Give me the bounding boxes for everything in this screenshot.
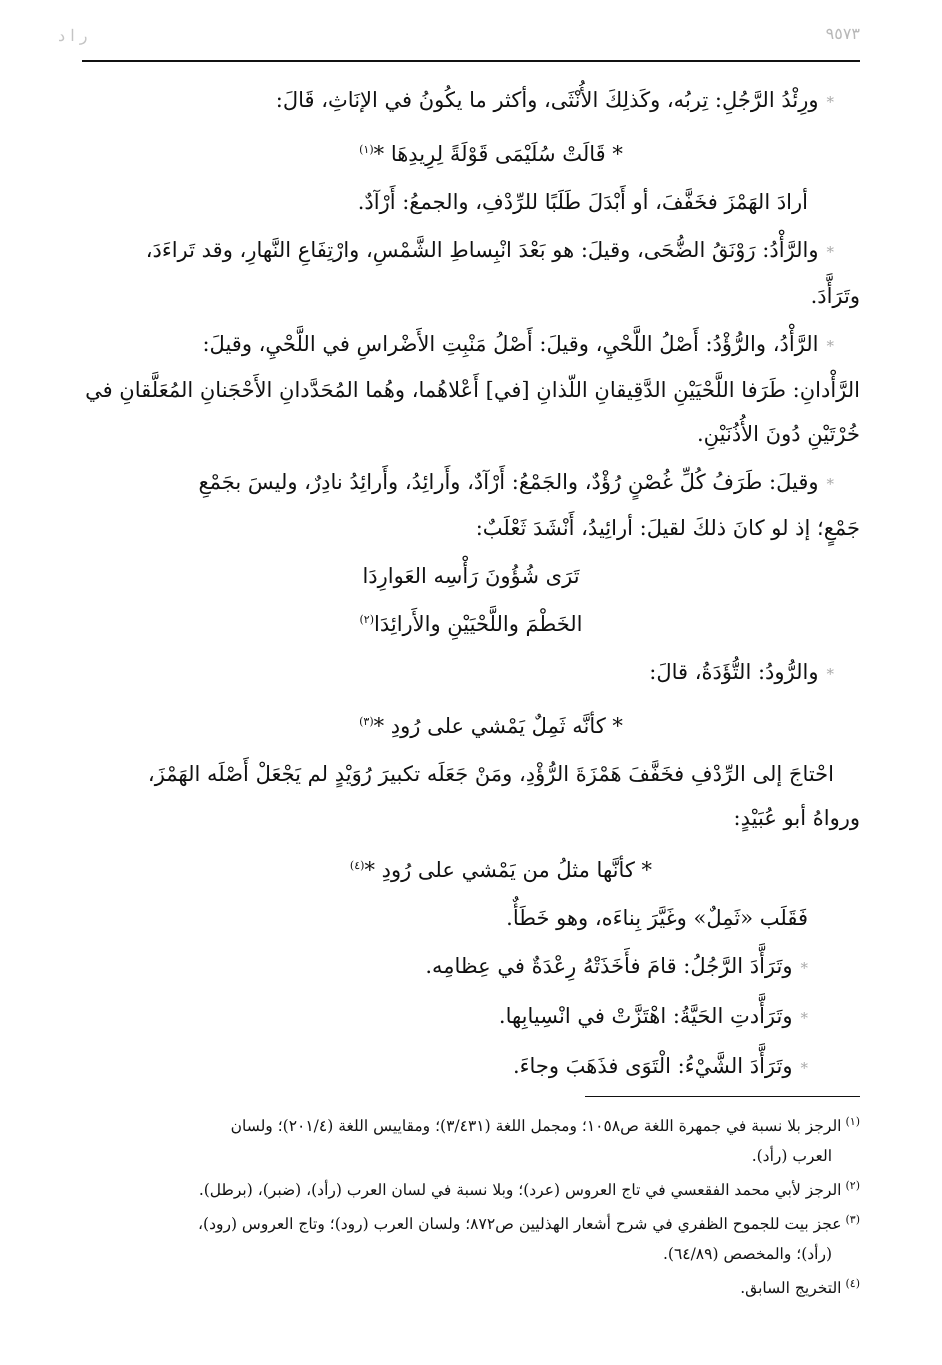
footnote-continuation [82, 1142, 860, 1170]
footnote-number: (٤) [845, 1277, 860, 1291]
verse-text: الخَطْمَ واللَّحْيَيْنِ والأَرائِدَا [374, 612, 583, 636]
main-text [82, 78, 860, 1094]
paragraph [82, 180, 834, 224]
paragraph-continuation [82, 796, 860, 840]
paragraph-text: جَمْعٍ؛ إذ لو كانَ ذلكَ لقيلَ: أرائِيدُ، أَنْشَدَ ثَعْلَبٌ: [475, 516, 860, 540]
footnote [82, 1270, 860, 1302]
verse-line [82, 598, 860, 646]
paragraph [82, 896, 834, 940]
header-rule [82, 60, 860, 62]
verse-text: تَرَى شُؤُونَ رَأْسِه العَوارِدَا [362, 564, 580, 588]
paragraph [82, 460, 860, 506]
footnote-text: عجز بيت للجموح الظفري في شرح أشعار الهذليين ص٨٧٢؛ ولسان العرب (رود)؛ وتاج العروس (رود)، [198, 1215, 842, 1234]
footnote-ref: (١) [359, 143, 374, 156]
footnotes [82, 1108, 860, 1305]
paragraph-text: خُرْتَيْنِ دُونَ الأُذُنَيْنِ. [696, 422, 860, 446]
paragraph [82, 994, 834, 1040]
page-marker: ۹٥٧٣ [825, 24, 860, 43]
footnote-number: (١) [845, 1115, 860, 1128]
verse-line [82, 700, 860, 748]
footnote-divider [585, 1096, 860, 1097]
paragraph [82, 650, 860, 696]
paragraph [82, 1044, 834, 1090]
verse-text: * قَالَتْ سُلَيْمَى قَوْلَةً لِرِيدِهَا * [373, 142, 623, 166]
paragraph-text: فَقَلَب «ثَمِلٌ» وغَيَّرَ بِناءَه، وهو خَطَأٌ. [506, 906, 808, 930]
paragraph [82, 78, 860, 124]
footnote-ref: (٤) [349, 859, 365, 872]
running-head: ر ا د [58, 26, 88, 45]
footnote-text: التخريج السابق. [740, 1279, 842, 1298]
verse-line [82, 128, 860, 176]
paragraph [82, 944, 834, 990]
footnote-number: (٣) [845, 1213, 860, 1227]
asterisk-marker: * [800, 959, 808, 977]
footnote [82, 1172, 860, 1204]
asterisk-marker: * [826, 665, 834, 683]
verse-line [82, 554, 860, 598]
paragraph-text: والرُّودُ: التُّؤَدَةُ، قالَ: [649, 660, 819, 684]
paragraph [82, 322, 860, 368]
asterisk-marker: * [800, 1059, 808, 1077]
footnote-ref: (٢) [359, 613, 374, 626]
footnote-ref: (٣) [359, 715, 374, 728]
verse-text: * كأنَّها مثلُ من يَمْشي على رُودِ * [364, 858, 653, 882]
paragraph-text: الرَّأْدانِ: طَرَفا اللَّحْيَيْنِ الدَّقِيقانِ اللّذانِ [في] أَعْلاهُما، وهُما المُحَدَّدانِ الأَحْجَنانِ المُعَلَّقانِ في [85, 378, 860, 402]
footnote [82, 1206, 860, 1238]
paragraph-continuation [82, 368, 860, 412]
paragraph-text: ورواهُ أبو عُبَيْدٍ: [733, 806, 860, 830]
asterisk-marker: * [826, 475, 834, 493]
footnote-text: العرب (رأد). [751, 1147, 832, 1166]
asterisk-marker: * [800, 1009, 808, 1027]
footnote-text: الرجز لأبي محمد الفقعسي في تاج العروس (عرد)؛ وبلا نسبة في لسان العرب (رأد)، (ضبر)، (برطل). [198, 1181, 842, 1200]
paragraph-text: وتَرَأَّدتِ الحَيَّةُ: اهْتَزَّتْ في انْسِيابِها. [498, 1004, 793, 1028]
paragraph-text: وتَرَأَّدَ. [810, 284, 860, 308]
verse-text: * كأنَّه ثَمِلٌ يَمْشي على رُودِ * [373, 714, 623, 738]
asterisk-marker: * [826, 337, 834, 355]
paragraph [82, 228, 860, 274]
paragraph-text: احْتاجَ إلى الرِّدْفِ فخَفَّفَ هَمْزَةَ الرُّؤْدِ، ومَنْ جَعَلَه تكبيرَ رُوَيْدٍ لم يَجْعَلْ أَصْلَه الهَمْزَ، [147, 762, 834, 786]
paragraph-text: وتَرَأَّدَ الرَّجُلُ: قامَ فأَخَذَتْهُ رِعْدَةٌ في عِظامِه. [425, 954, 793, 978]
paragraph [82, 752, 860, 796]
footnote-number: (٢) [845, 1179, 860, 1193]
paragraph-continuation [82, 274, 860, 318]
footnote-continuation [82, 1240, 860, 1268]
paragraph-continuation [82, 412, 860, 456]
paragraph-text: أرادَ الهَمْزَ فخَفَّفَ، أو أَبْدَلَ طَلَبًا للرِّدْفِ، والجمعُ: أَرْآدٌ. [357, 190, 808, 214]
footnote [82, 1108, 860, 1140]
asterisk-marker: * [826, 93, 834, 111]
paragraph-text: وقيلَ: طَرَفُ كُلِّ غُصْنٍ رُؤْدٌ، والجَمْعُ: أَرْآدٌ، وأَرائِدُ، وأَرائِدُ نادِرٌ، وليسَ بجَمْعِ [198, 470, 819, 494]
asterisk-marker: * [826, 243, 834, 261]
footnote-text: (رأد)؛ والمخصص (٦٤/٨٩). [662, 1245, 832, 1264]
verse-line [82, 844, 860, 892]
footnote-text: الرجز بلا نسبة في جمهرة اللغة ص١٠٥٨؛ ومجمل اللغة (٣/٤٣١)؛ ومقاييس اللغة (٢٠١/٤)؛ ولسان [230, 1117, 842, 1136]
paragraph-text: والرَّأْدُ: رَوْنَقُ الضُّحَى، وقيلَ: هو بَعْدَ انْبِساطِ الشَّمْسِ، وارْتِفَاعِ النَّهارِ، وقد تَراءَدَ، [145, 238, 819, 262]
paragraph-continuation [82, 506, 860, 550]
paragraph-text: ورِئْدُ الرَّجُلِ: تِربُه، وكَذلِكَ الأُنْثَى، وأكثر ما يكُونُ في الإنَاثِ، قَالَ: [275, 88, 819, 112]
paragraph-text: وتَرَأَّدَ الشَّيْءُ: الْتَوَى فذَهَبَ وجاءَ. [512, 1054, 793, 1078]
paragraph-text: الرَّأْدُ، والرُّؤْدُ: أَصْلُ اللَّحْيِ، وقيلَ: أَصْلُ مَنْبِتِ الأَضْراسِ في اللَّحْيِ، وقيلَ: [202, 332, 819, 356]
